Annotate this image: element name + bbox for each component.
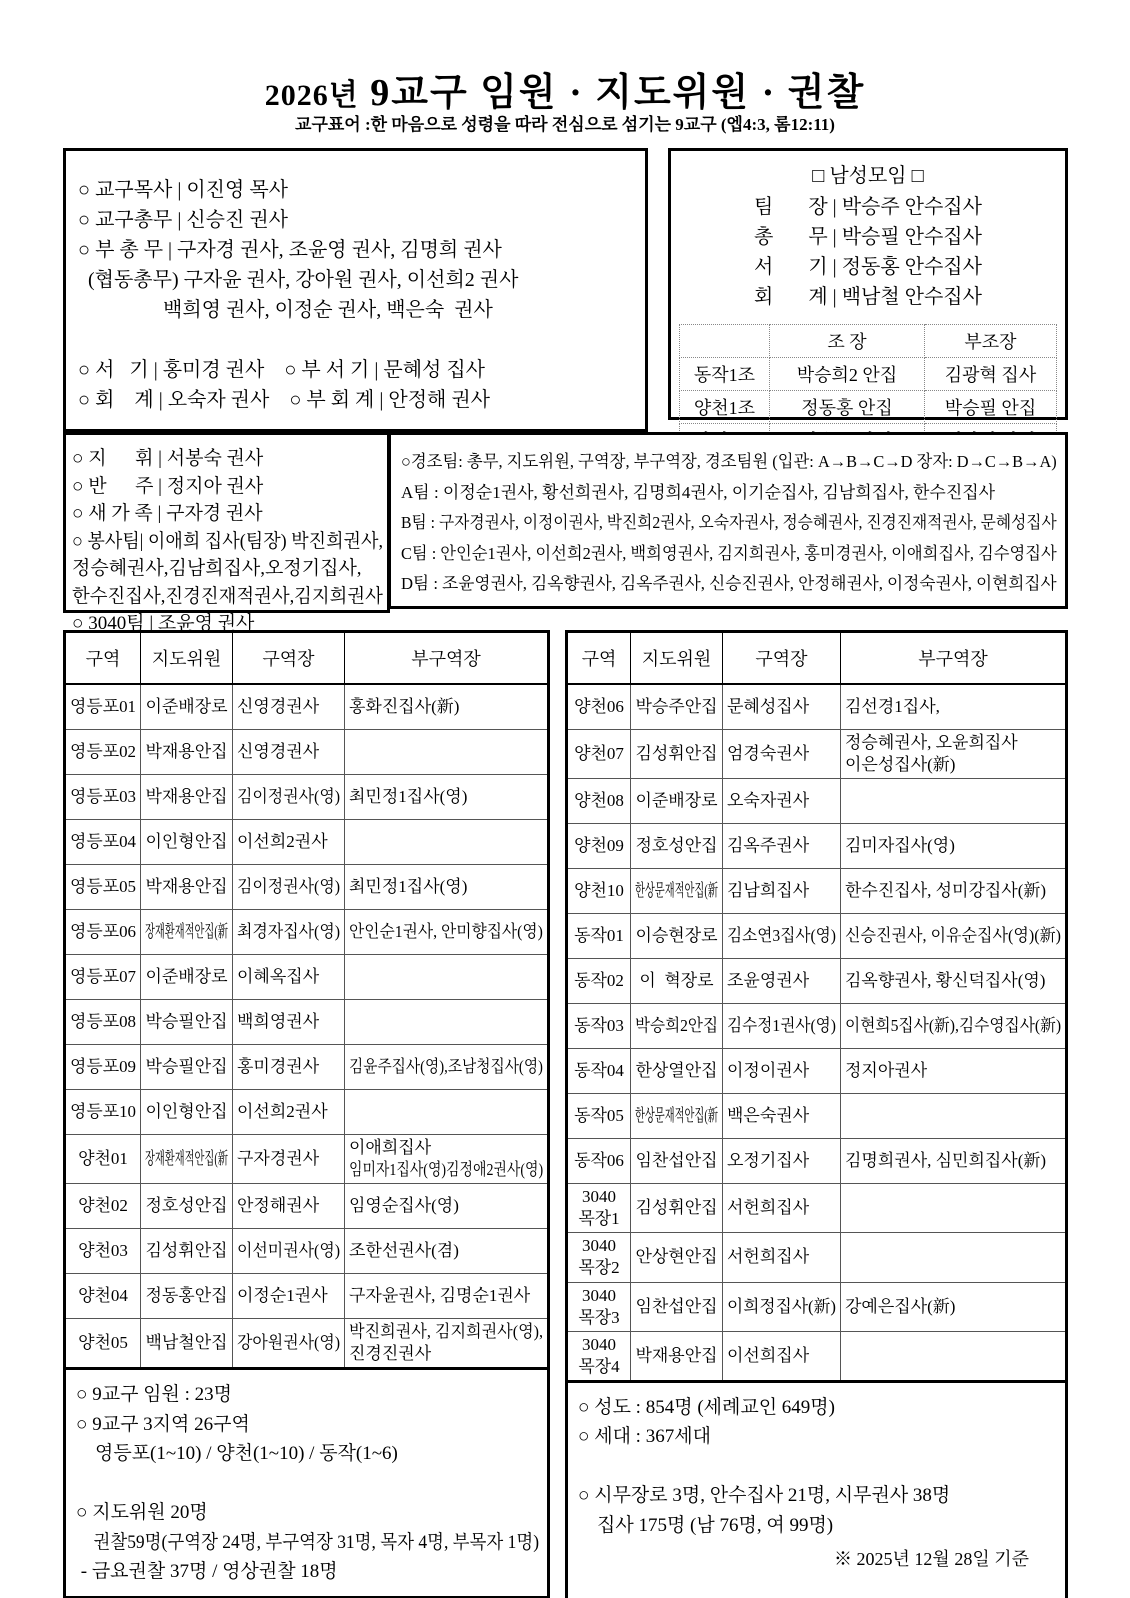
- table-cell: 박재용안집: [141, 865, 233, 910]
- table-cell: 이정이권사: [723, 1049, 841, 1094]
- table-cell: [345, 1090, 549, 1135]
- table-row: [567, 1282, 1067, 1331]
- table-cell: 서헌희집사: [723, 1184, 841, 1233]
- table-cell: 오정기집사: [723, 1139, 841, 1184]
- table-cell: 김성휘안집: [141, 1229, 233, 1274]
- table-cell: 박재용안집: [141, 775, 233, 820]
- text-line: ○ 세대 : 367세대: [578, 1426, 711, 1448]
- table-cell: 동작01: [567, 914, 631, 959]
- table-cell: 3040 목장4: [567, 1331, 631, 1381]
- table-cell: 한수진집사, 성미강집사(新): [841, 869, 1067, 914]
- column-header: 부구역장: [345, 632, 549, 685]
- table-cell: 김광혁 집사: [925, 358, 1057, 391]
- table-cell: [841, 1233, 1067, 1282]
- district-table-left-wrap: [63, 630, 550, 1598]
- table-row: [65, 1135, 549, 1184]
- text-line: 서 기 | 정동홍 안수집사: [754, 256, 982, 278]
- table-cell: 영등포03: [65, 775, 141, 820]
- table-cell: 이선희집사: [723, 1331, 841, 1381]
- table-cell: 영등포05: [65, 865, 141, 910]
- table-cell: 영등포02: [65, 730, 141, 775]
- table-cell: 엄경숙권사: [723, 730, 841, 779]
- table-cell: 동작03: [567, 1004, 631, 1049]
- table-cell: 양천09: [567, 824, 631, 869]
- table-cell: 양천1조: [680, 391, 770, 424]
- text-line: ○ 반 주 | 정지아 권사: [72, 475, 264, 497]
- column-header: 구역장: [233, 632, 345, 685]
- text-line: 팀 장 | 박승주 안수집사: [754, 196, 982, 218]
- service-teams-box: [63, 432, 390, 635]
- table-cell: 오숙자권사: [723, 779, 841, 824]
- table-cell: 영등포01: [65, 684, 141, 730]
- text-line: [76, 1469, 539, 1498]
- table-cell: 김이정권사(영): [233, 865, 345, 910]
- table-cell: 홍미경권사: [233, 1045, 345, 1090]
- officers-box: [63, 148, 648, 432]
- table-cell: 이인형안집: [141, 820, 233, 865]
- table-cell: 영등포07: [65, 955, 141, 1000]
- text-line: ○ 서 기 | 홍미경 권사 ○ 부 서 기 | 문혜성 집사: [78, 359, 485, 381]
- text-line: 백희영 권사, 이정순 권사, 백은숙 권사: [78, 299, 493, 321]
- table-cell: 영등포04: [65, 820, 141, 865]
- table-cell: 김이정권사(영): [233, 775, 345, 820]
- district-table-right-wrap: [565, 630, 1068, 1598]
- table-cell: 이현희5집사(新),김수영집사(新): [841, 1004, 1067, 1049]
- table-cell: 양천06: [567, 684, 631, 730]
- table-cell: 박재용안집: [631, 1331, 723, 1381]
- table-row: [65, 1319, 549, 1369]
- table-row: [65, 820, 549, 865]
- table-cell: 박승필안집: [141, 1000, 233, 1045]
- text-line: 한수진집사,진경진재적권사,김지희권사: [72, 585, 383, 607]
- table-cell: 김성휘안집: [631, 730, 723, 779]
- table-cell: 이준배장로: [141, 684, 233, 730]
- table-cell: 안인순1권사, 안미향집사(영): [345, 910, 549, 955]
- table-row: [567, 1049, 1067, 1094]
- table-row: [680, 358, 1057, 391]
- table-cell: 한상문재적안집(新: [631, 1094, 723, 1139]
- mens-group-box: [668, 148, 1068, 420]
- table-row: [65, 910, 549, 955]
- table-cell: 박재용안집: [141, 730, 233, 775]
- text-line: ○ 9교구 3지역 26구역: [76, 1413, 250, 1435]
- table-row: [65, 1000, 549, 1045]
- district-table-left: [63, 630, 550, 1370]
- table-cell: 김옥향권사, 황신덕집사(영): [841, 959, 1067, 1004]
- table-cell: 3040 목장3: [567, 1282, 631, 1331]
- table-cell: [841, 1094, 1067, 1139]
- district-table-right: [565, 630, 1068, 1383]
- text-line: 영등포(1~10) / 양천(1~10) / 동작(1~6): [76, 1443, 398, 1465]
- table-cell: 한상문재적안집(新: [631, 869, 723, 914]
- table-cell: 이준배장로: [141, 955, 233, 1000]
- table-cell: 정동홍 안집: [770, 391, 925, 424]
- condolence-team-box: [388, 432, 1068, 609]
- table-row: [567, 1184, 1067, 1233]
- table-cell: 강아원권사(영): [233, 1319, 345, 1369]
- table-cell: [841, 779, 1067, 824]
- table-cell: 영등포08: [65, 1000, 141, 1045]
- table-row: [680, 391, 1057, 424]
- table-cell: 동작05: [567, 1094, 631, 1139]
- text-line: ○ 교구목사 | 이진영 목사: [78, 179, 288, 201]
- text-line: [78, 325, 635, 355]
- title-year: 2026년: [264, 79, 359, 113]
- table-cell: 동작1조: [680, 358, 770, 391]
- table-cell: 정지아권사: [841, 1049, 1067, 1094]
- table-cell: 조윤영권사: [723, 959, 841, 1004]
- table-cell: [841, 1184, 1067, 1233]
- table-cell: 안정해권사: [233, 1184, 345, 1229]
- table-cell: 3040 목장1: [567, 1184, 631, 1233]
- text-line: D팀 : 조윤영권사, 김옥향권사, 김옥주권사, 신승진권사, 안정해권사, 이정숙권사, 이현희집사: [401, 574, 1057, 594]
- table-cell: 박승필 안집: [925, 391, 1057, 424]
- text-line: ○경조팀: 총무, 지도위원, 구역장, 부구역장, 경조팀원 (입관: A→B→C→D 장자: D→C→B→A): [401, 452, 1057, 471]
- text-line: ○ 지도위원 20명: [76, 1502, 208, 1524]
- table-cell: 이선희2권사: [233, 1090, 345, 1135]
- table-header-row: [680, 325, 1057, 358]
- table-cell: 양천10: [567, 869, 631, 914]
- table-cell: [345, 820, 549, 865]
- text-line: (협동총무) 구자윤 권사, 강아원 권사, 이선희2 권사: [78, 269, 519, 291]
- table-cell: 박승주안집: [631, 684, 723, 730]
- text-line: 집사 175명 (남 76명, 여 99명): [578, 1514, 834, 1536]
- table-cell: [345, 955, 549, 1000]
- table-cell: 이정순1권사: [233, 1274, 345, 1319]
- column-header: [680, 325, 770, 358]
- text-line: [578, 1452, 1057, 1481]
- table-cell: 동작04: [567, 1049, 631, 1094]
- table-cell: 최경자집사(영): [233, 910, 345, 955]
- title-main: 9교구 임원 · 지도위원 · 권찰: [358, 72, 866, 115]
- table-cell: 이승현장로: [631, 914, 723, 959]
- table-row: [65, 684, 549, 730]
- table-cell: 백남철안집: [141, 1319, 233, 1369]
- table-row: [567, 1004, 1067, 1049]
- table-cell: 동작02: [567, 959, 631, 1004]
- table-cell: 박승필안집: [141, 1045, 233, 1090]
- table-cell: 강예은집사(新): [841, 1282, 1067, 1331]
- table-cell: 신승진권사, 이유순집사(영)(新): [841, 914, 1067, 959]
- text-line: C팀 : 안인순1권사, 이선희2권사, 백희영권사, 김지희권사, 홍미경권사, 이애희집사, 김수영집사: [401, 543, 1057, 563]
- column-header: 부구역장: [841, 632, 1067, 685]
- table-cell: 김옥주권사: [723, 824, 841, 869]
- text-line: 정승혜권사,김남희집사,오정기집사,: [72, 558, 362, 580]
- table-cell: 영등포06: [65, 910, 141, 955]
- column-header: 구역장: [723, 632, 841, 685]
- column-header: 구역: [65, 632, 141, 685]
- right-summary-box: [565, 1380, 1068, 1598]
- table-row: [567, 824, 1067, 869]
- table-cell: 백희영권사: [233, 1000, 345, 1045]
- table-row: [567, 779, 1067, 824]
- table-cell: 김소연3집사(영): [723, 914, 841, 959]
- text-line: ○ 새 가 족 | 구자경 권사: [72, 503, 263, 525]
- table-cell: 영등포09: [65, 1045, 141, 1090]
- table-cell: 김윤주집사(영),조남청집사(영): [345, 1045, 549, 1090]
- table-cell: 신영경권사: [233, 684, 345, 730]
- table-row: [567, 1139, 1067, 1184]
- reference-date-note: ※ 2025년 12월 28일 기준: [834, 1549, 1029, 1570]
- table-row: [65, 1274, 549, 1319]
- table-cell: 한상열안집: [631, 1049, 723, 1094]
- table-row: [65, 955, 549, 1000]
- text-line: ○ 지 휘 | 서봉숙 권사: [72, 448, 264, 469]
- table-cell: 백은숙권사: [723, 1094, 841, 1139]
- table-cell: 김선경1집사,: [841, 684, 1067, 730]
- table-cell: [841, 1331, 1067, 1381]
- table-cell: 구자윤권사, 김명순1권사: [345, 1274, 549, 1319]
- table-row: [567, 869, 1067, 914]
- table-row: [567, 1094, 1067, 1139]
- text-line: ○ 회 계 | 오숙자 권사 ○ 부 회 계 | 안정해 권사: [78, 389, 490, 411]
- text-line: ○ 교구총무 | 신승진 권사: [78, 209, 288, 231]
- table-cell: 이인형안집: [141, 1090, 233, 1135]
- text-line: ○ 부 총 무 | 구자경 권사, 조윤영 권사, 김명희 권사: [78, 239, 502, 261]
- table-cell: 양천04: [65, 1274, 141, 1319]
- table-cell: 조한선권사(겸): [345, 1229, 549, 1274]
- table-cell: 정호성안집: [141, 1184, 233, 1229]
- table-row: [567, 684, 1067, 730]
- text-line: ○ 3040팀 | 조윤영 권사: [72, 613, 255, 635]
- table-cell: 이희정집사(新): [723, 1282, 841, 1331]
- table-row: [65, 730, 549, 775]
- page-title: [0, 61, 1130, 116]
- column-header: 조 장: [770, 325, 925, 358]
- table-cell: 박진희권사, 김지희권사(영), 진경진권사: [345, 1319, 549, 1369]
- column-header: 부조장: [925, 325, 1057, 358]
- column-header: 지도위원: [631, 632, 723, 685]
- text-line: A팀 : 이정순1권사, 황선희권사, 김명희4권사, 이기순집사, 김남희집사, 한수진집사: [401, 482, 996, 502]
- table-row: [65, 1045, 549, 1090]
- text-line: ○ 성도 : 854명 (세례교인 649명): [578, 1396, 835, 1418]
- column-header: 구역: [567, 632, 631, 685]
- table-row: [567, 1233, 1067, 1282]
- table-cell: 김명희권사, 심민희집사(新): [841, 1139, 1067, 1184]
- table-cell: 이애희집사 임미자1집사(영)김정애2권사(영): [345, 1135, 549, 1184]
- table-row: [567, 959, 1067, 1004]
- table-cell: 장재환재적안집(新: [141, 1135, 233, 1184]
- table-cell: 문혜성집사: [723, 684, 841, 730]
- table-cell: 이혜옥집사: [233, 955, 345, 1000]
- table-cell: 구자경권사: [233, 1135, 345, 1184]
- table-cell: 정호성안집: [631, 824, 723, 869]
- left-summary-box: [63, 1367, 550, 1598]
- table-cell: 동작06: [567, 1139, 631, 1184]
- table-cell: 김수정1권사(영): [723, 1004, 841, 1049]
- table-cell: 최민정1집사(영): [345, 775, 549, 820]
- table-cell: 양천01: [65, 1135, 141, 1184]
- table-cell: 박승희2안집: [631, 1004, 723, 1049]
- table-header-row: [65, 632, 549, 685]
- table-cell: 양천07: [567, 730, 631, 779]
- table-row: [65, 1090, 549, 1135]
- text-line: 권찰59명(구역장 24명, 부구역장 31명, 목자 4명, 부목자 1명): [76, 1531, 540, 1553]
- table-cell: 영등포10: [65, 1090, 141, 1135]
- parish-motto: 교구표어 :한 마음으로 성령을 따라 전심으로 섬기는 9교구 (엡4:3, 롬12:11): [295, 115, 835, 134]
- table-cell: 김남희집사: [723, 869, 841, 914]
- table-cell: 3040 목장2: [567, 1233, 631, 1282]
- table-cell: 임영순집사(영): [345, 1184, 549, 1229]
- text-line: ○ 9교구 임원 : 23명: [76, 1384, 233, 1406]
- table-row: [65, 865, 549, 910]
- table-row: [567, 1331, 1067, 1381]
- table-cell: 최민정1집사(영): [345, 865, 549, 910]
- table-cell: 이준배장로: [631, 779, 723, 824]
- text-line: ○ 봉사팀| 이애희 집사(팀장) 박진희권사,: [72, 530, 383, 552]
- table-row: [65, 775, 549, 820]
- table-cell: 양천03: [65, 1229, 141, 1274]
- table-cell: [345, 730, 549, 775]
- table-cell: 임찬섭안집: [631, 1282, 723, 1331]
- table-row: [567, 730, 1067, 779]
- table-cell: 김성휘안집: [631, 1184, 723, 1233]
- table-cell: 이선미권사(영): [233, 1229, 345, 1274]
- text-line: 총 무 | 박승필 안수집사: [754, 226, 982, 248]
- text-line: - 금요권찰 37명 / 영상권찰 18명: [76, 1561, 338, 1582]
- table-cell: 신영경권사: [233, 730, 345, 775]
- table-cell: 정승혜권사, 오윤희집사 이은성집사(新): [841, 730, 1067, 779]
- table-cell: 서헌희집사: [723, 1233, 841, 1282]
- table-cell: 임찬섭안집: [631, 1139, 723, 1184]
- table-row: [567, 914, 1067, 959]
- text-line: 회 계 | 백남철 안수집사: [754, 286, 982, 308]
- table-cell: 양천05: [65, 1319, 141, 1369]
- table-cell: 이 혁장로: [631, 959, 723, 1004]
- table-cell: 장재환재적안집(新: [141, 910, 233, 955]
- table-row: [65, 1184, 549, 1229]
- table-cell: 이선희2권사: [233, 820, 345, 865]
- text-line: ○ 시무장로 3명, 안수집사 21명, 시무권사 38명: [578, 1485, 951, 1507]
- table-cell: 안상현안집: [631, 1233, 723, 1282]
- table-row: [65, 1229, 549, 1274]
- text-line: B팀 : 구자경권사, 이정이권사, 박진희2권사, 오숙자권사, 정승혜권사, 진경진재적권사, 문혜성집사: [401, 513, 1057, 533]
- column-header: 지도위원: [141, 632, 233, 685]
- table-header-row: [567, 632, 1067, 685]
- table-cell: 홍화진집사(新): [345, 684, 549, 730]
- mens-group-roles: [679, 192, 1057, 312]
- mens-group-title: □ 남성모임 □: [812, 165, 924, 187]
- table-cell: [345, 1000, 549, 1045]
- table-cell: 양천08: [567, 779, 631, 824]
- table-cell: 김미자집사(영): [841, 824, 1067, 869]
- table-cell: 양천02: [65, 1184, 141, 1229]
- table-cell: 박승희2 안집: [770, 358, 925, 391]
- table-cell: 정동홍안집: [141, 1274, 233, 1319]
